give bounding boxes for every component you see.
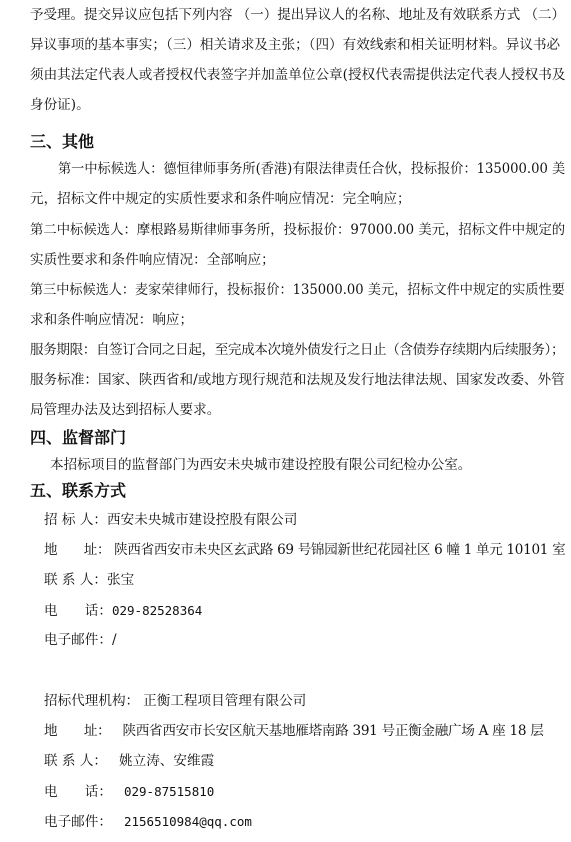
tenderer-name-label: 招 标 人： (44, 512, 108, 528)
agency-contact-row (44, 752, 565, 771)
candidate-3-line-2: 求和条件响应情况：响应； (30, 312, 194, 328)
tenderer-name-value: 西安未央城市建设控股有限公司 (107, 512, 298, 528)
agency-email-row (44, 812, 565, 832)
tenderer-contact-label: 联 系 人： (44, 572, 108, 588)
tenderer-email-value: / (111, 632, 117, 648)
tenderer-phone-row (44, 601, 565, 621)
candidate-1-line-1: 第一中标候选人：德恒律师事务所(香港)有限法律责任合伙，投标报价：135000.00 美 (58, 161, 566, 177)
candidate-2-line-2: 实质性要求和条件响应情况：全部响应； (30, 252, 275, 268)
agency-phone-label: 电 话： (44, 784, 112, 800)
service-standard-line-2: 局管理办法及达到招标人要求。 (30, 402, 221, 418)
agency-email-value: 2156510984@qq.com (123, 814, 252, 829)
tenderer-address-row (44, 541, 566, 560)
objection-line-1: 予受理。提交异议应包括下列内容 （一）提出异议人的名称、地址及有效联系方式 （二） (30, 7, 566, 23)
agency-address-label: 地 址： (44, 723, 111, 739)
tenderer-address-label: 地 址： (44, 542, 111, 558)
tenderer-email-row (44, 631, 565, 650)
service-standard-line-1: 服务标准：国家、陕西省和/或地方现行规范和法规及发行地法律法规、国家发改委、外管 (30, 372, 565, 388)
agency-phone-value: 029-87515810 (123, 784, 215, 799)
section-heading-contact: 五、联系方式 (30, 481, 127, 500)
candidate-3-line-1: 第三中标候选人：麦家荣律师行，投标报价：135000.00 美元，招标文件中规定的实质性要 (30, 282, 565, 298)
tenderer-email-label: 电子邮件： (44, 632, 112, 648)
tenderer-contact-row (44, 571, 565, 590)
section-heading-supervision: 四、监督部门 (30, 428, 127, 447)
agency-contact-label: 联 系 人： (44, 753, 108, 769)
agency-email-label: 电子邮件： (44, 814, 112, 830)
objection-line-3: 须由其法定代表人或者授权代表签字并加盖单位公章(授权代表需提供法定代表人授权书及 (30, 67, 566, 83)
candidate-1-line-2: 元，招标文件中规定的实质性要求和条件响应情况：完全响应； (30, 191, 411, 207)
tenderer-contact-value: 张宝 (107, 572, 135, 588)
agency-address-row (44, 722, 565, 741)
tenderer-phone-label: 电 话： (44, 603, 112, 619)
section-heading-other: 三、其他 (30, 132, 95, 151)
agency-phone-row (44, 782, 565, 802)
agency-address-value: 陕西省西安市长安区航天基地雁塔南路 391 号正衡金融广场 A 座 18 层 (122, 723, 544, 739)
tenderer-phone-value: 029-82528364 (111, 603, 203, 618)
tenderer-address-value: 陕西省西安市未央区玄武路 69 号锦园新世纪花园社区 6 幢 1 单元 10101 室 (114, 542, 566, 558)
supervision-text: 本招标项目的监督部门为西安未央城市建设控股有限公司纪检办公室。 (50, 457, 472, 473)
agency-name-label: 招标代理机构： (44, 693, 140, 709)
agency-contact-value: 姚立涛、安维霞 (119, 753, 215, 769)
agency-name-value: 正衡工程项目管理有限公司 (143, 693, 307, 709)
candidate-2-line-1: 第二中标候选人：摩根路易斯律师事务所，投标报价：97000.00 美元，招标文件中规定的 (30, 222, 566, 238)
objection-line-4: 身份证)。 (30, 97, 90, 113)
tenderer-name-row (44, 511, 565, 530)
service-period-line: 服务期限：自签订合同之日起，至完成本次境外债发行之日止（含债券存续期内后续服务）； (30, 342, 565, 358)
objection-line-2: 异议事项的基本事实；（三）相关请求及主张；（四）有效线索和相关证明材料。异议书必 (30, 37, 561, 53)
agency-name-row (44, 692, 565, 711)
